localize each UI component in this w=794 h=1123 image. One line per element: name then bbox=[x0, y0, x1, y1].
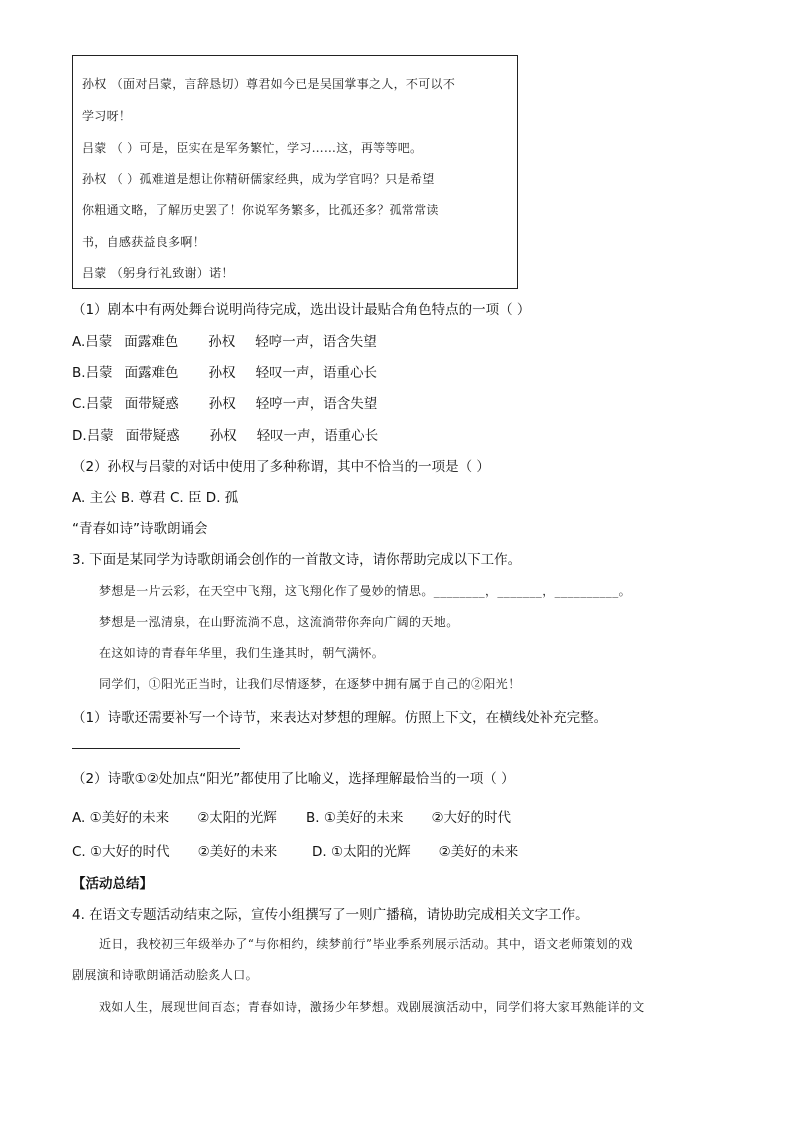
script-line-3: 吕蒙 （ ）可是，臣实在是军务繁忙，学习……这，再等等吧。 bbox=[82, 141, 423, 155]
answer-blank-line[interactable] bbox=[72, 748, 240, 749]
poem-line-2: 梦想是一泓清泉，在山野流淌不息，这流淌带你奔向广阔的天地。 bbox=[99, 615, 459, 629]
option-label: D. bbox=[72, 428, 87, 444]
script-line-7: 吕蒙 （躬身行礼致谢）诺！ bbox=[82, 266, 234, 280]
option-label: B. bbox=[72, 365, 86, 381]
script-line-6: 书，自感获益良多啊！ bbox=[82, 235, 206, 249]
section-heading-summary: 【活动总结】 bbox=[72, 876, 153, 892]
q3-option-a[interactable]: A. ①美好的未来 ②太阳的光辉 bbox=[72, 810, 277, 826]
q1-stem: （1）剧本中有两处舞台说明尚待完成，选出设计最贴合角色特点的一项（ ） bbox=[72, 302, 531, 318]
poem-line-1: 梦想是一片云彩，在天空中飞翔，这飞翔化作了曼妙的情思。________，_______，__________。 bbox=[99, 584, 632, 598]
q1-option-d[interactable]: D.吕蒙 面带疑惑 孙权 轻叹一声，语重心长 bbox=[72, 428, 379, 444]
q3-sub1: （1）诗歌还需要补写一个诗节，来表达对梦想的理解。仿照上下文，在横线处补充完整。 bbox=[72, 710, 608, 726]
q4-paragraph-2-line-1: 戏如人生，展现世间百态；青春如诗，激扬少年梦想。戏剧展演活动中，同学们将大家耳熟能详的文 bbox=[99, 1000, 645, 1014]
option-label: C. bbox=[72, 396, 86, 412]
q4-paragraph-1-line-1: 近日，我校初三年级举办了“与你相约，续梦前行”毕业季系列展示活动。其中，语文老师策划的戏 bbox=[99, 937, 633, 951]
q3-option-b[interactable]: B. ①美好的未来 ②大好的时代 bbox=[306, 810, 512, 826]
q2-stem: （2）孙权与吕蒙的对话中使用了多种称谓，其中不恰当的一项是（ ） bbox=[72, 459, 490, 475]
option-label: A. bbox=[72, 334, 86, 350]
script-line-1: 孙权 （面对吕蒙，言辞恳切）尊君如今已是吴国掌事之人，不可以不 bbox=[82, 77, 456, 91]
poem-line-3: 在这如诗的青春年华里，我们生逢其时，朝气满怀。 bbox=[99, 646, 385, 660]
q1-option-b[interactable]: B.吕蒙 面露难色 孙权 轻叹一声，语重心长 bbox=[72, 365, 378, 381]
script-line-2: 学习呀！ bbox=[82, 109, 132, 123]
q2-options[interactable]: A. 主公 B. 尊君 C. 臣 D. 孤 bbox=[72, 490, 239, 506]
q1-option-c[interactable]: C.吕蒙 面带疑惑 孙权 轻哼一声，语含失望 bbox=[72, 396, 378, 412]
q1-option-a[interactable]: A.吕蒙 面露难色 孙权 轻哼一声，语含失望 bbox=[72, 334, 377, 350]
poem-line-4: 同学们，①阳光正当时，让我们尽情逐梦，在逐梦中拥有属于自己的②阳光！ bbox=[99, 677, 521, 691]
q3-stem: 3. 下面是某同学为诗歌朗诵会创作的一首散文诗，请你帮助完成以下工作。 bbox=[72, 552, 522, 568]
script-line-4: 孙权 （ ）孤难道是想让你精研儒家经典，成为学官吗？只是希望 bbox=[82, 172, 435, 186]
section-heading-poetry: “青春如诗”诗歌朗诵会 bbox=[72, 521, 208, 537]
script-line-5: 你粗通文略，了解历史罢了！你说军务繁多，比孤还多？孤常常读 bbox=[82, 203, 439, 217]
q4-stem: 4. 在语文专题活动结束之际，宣传小组撰写了一则广播稿，请协助完成相关文字工作。 bbox=[72, 907, 589, 923]
q3-option-c[interactable]: C. ①大好的时代 ②美好的未来 bbox=[72, 844, 278, 860]
q3-option-d[interactable]: D. ①太阳的光辉 ②美好的未来 bbox=[312, 844, 519, 860]
q3-sub2: （2）诗歌①②处加点“阳光”都使用了比喻义，选择理解最恰当的一项（ ） bbox=[72, 771, 515, 787]
q4-paragraph-1-line-2: 剧展演和诗歌朗诵活动脍炙人口。 bbox=[72, 968, 259, 982]
